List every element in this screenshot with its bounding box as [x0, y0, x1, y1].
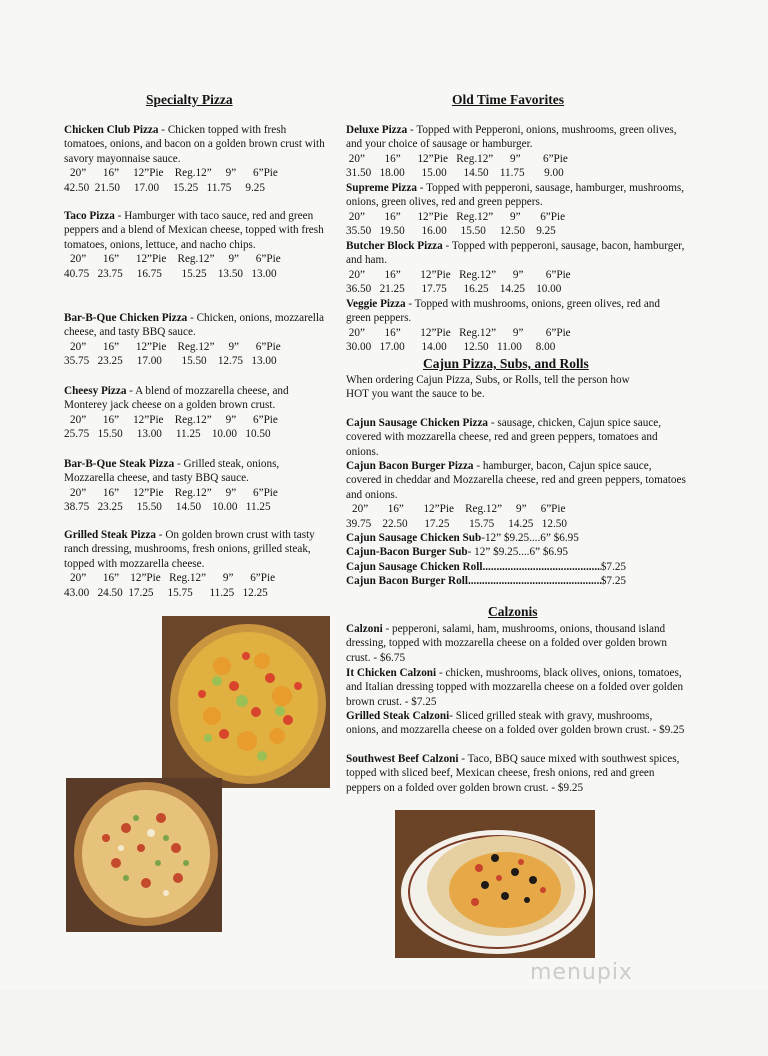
roll-price: $7.25 [600, 575, 626, 588]
size-row: 20” 16” 12”Pie Reg.12” 9” 6”Pie [70, 340, 281, 353]
item-name: Chicken Club Pizza [64, 124, 159, 136]
item-name: Calzoni [346, 623, 383, 635]
price-row: 25.75 15.50 13.00 11.25 10.00 10.50 [64, 428, 271, 441]
item-name: Grilled Steak Calzoni [346, 710, 450, 722]
size-row: 20” 16” 12”Pie Reg.12” 9” 6”Pie [346, 268, 571, 281]
size-row: 20” 16” 12”Pie Reg.12” 9” 6”Pie [70, 253, 281, 266]
item-desc: hamburger, bacon, Cajun spice sauce, covered in cheddar and Mozzarella cheese, red and green peppers, tomatoes and onions. [346, 460, 686, 501]
item-name: Taco Pizza [64, 210, 115, 222]
item-name: Cajun Sausage Chicken Pizza [346, 417, 489, 429]
size-row: 20” 16” 12”Pie Reg.12” 9” 6”Pie [352, 503, 566, 516]
item-name: Bar-B-Que Chicken Pizza [64, 312, 188, 324]
menu-item: Chicken Club Pizza - Chicken topped with fresh tomatoes, onions, and bacon on a golden brown crust with savory mayonnaise sauce. 20” 16” 12”Pie Reg.12” 9” 6”Pie 42.50 21.50 17.00 15.25 11.75 9.25 [64, 124, 325, 194]
calzonis-title: Calzonis [488, 604, 538, 619]
size-row: 20” 16” 12”Pie Reg.12” 9” 6”Pie [70, 486, 278, 499]
cajun-note: When ordering Cajun Pizza, Subs, or Rolls, tell the person how HOT you want the sauce to be. [346, 374, 630, 401]
size-row: 20” 16” 12”Pie Reg.12” 9” 6”Pie [70, 572, 276, 585]
item-desc: Chicken, onions, mozzarella cheese, and tasty BBQ sauce. [64, 312, 324, 339]
item-desc: Sliced grilled steak with gravy, mushrooms, onions, and mozzarella cheese on a folded over golden brown crust. - $9.25 [346, 710, 685, 737]
watermark: menupix [530, 960, 633, 985]
item-desc: pepperoni, salami, ham, mushrooms, onions, thousand island dressing, topped with mozzarella cheese on a folded over golden brown crust. - $6.75 [346, 623, 667, 664]
deluxe-pizza-photo [66, 778, 222, 932]
menu-item: Butcher Block Pizza - Topped with pepperoni, sausage, bacon, hamburger, and ham. 20” 16” 12”Pie Reg.12” 9” 6”Pie 36.50 21.25 17.75 16.25 14.25 10.00 [346, 240, 685, 296]
roll-name: Cajun Sausage Chicken Roll [346, 560, 483, 573]
calzone-item: It Chicken Calzoni - chicken, mushrooms, black olives, onions, tomatoes, and Italian dressing topped with mozzarella cheese on a folded over golden brown crust. - $7.25 [346, 667, 684, 708]
roll-name: Cajun Bacon Burger Roll [346, 575, 468, 588]
subs-list [346, 531, 626, 589]
item-desc: On golden brown crust with tasty ranch dressing, mushrooms, fresh onions, grilled steak, topped with mozzarella cheese. [64, 529, 315, 570]
menu-item: Bar-B-Que Steak Pizza - Grilled steak, onions, Mozzarella cheese, and tasty BBQ sauce. 20” 16” 12”Pie Reg.12” 9” 6”Pie 38.75 23.25 15.50 14.50 10.00 11.25 [64, 457, 326, 515]
taco-pizza-photo [162, 616, 330, 788]
specialty-pizza-title: Specialty Pizza [146, 92, 233, 107]
item-desc: Grilled steak, onions, Mozzarella cheese, and tasty BBQ sauce. [64, 458, 280, 485]
price-row: 40.75 23.75 16.75 15.25 13.50 13.00 [64, 267, 277, 280]
price-row: 35.50 19.50 16.00 15.50 12.50 9.25 [346, 225, 556, 238]
item-name: It Chicken Calzoni [346, 667, 437, 679]
price-row: 39.75 22.50 17.25 15.75 14.25 12.50 [346, 517, 567, 530]
menu-item: Deluxe Pizza - Topped with Pepperoni, onions, mushrooms, green olives, and your choice of sausage or hamburger. 20” 16” 12”Pie Reg.12” 9” 6”Pie 31.50 18.00 15.00 14.50 11.75 9.00 [346, 123, 686, 181]
item-name: Butcher Block Pizza [346, 240, 443, 252]
item-desc: sausage, chicken, Cajun spice sauce, covered with mozzarella cheese, red and green peppers, tomatoes and onions. [346, 417, 662, 458]
item-desc: Hamburger with taco sauce, red and green peppers and a blend of Mexican cheese, topped with fresh tomatoes, onions, lettuce, and nacho chips. [64, 210, 324, 251]
menu-item: Grilled Steak Pizza - On golden brown crust with tasty ranch dressing, mushrooms, fresh onions, grilled steak, topped with mozzarella cheese. 20” 16” 12”Pie Reg.12” 9” 6”Pie 43.00 24.50 17.25 15.75 11.25 12.25 [64, 528, 326, 600]
item-desc: Topped with pepperoni, sausage, bacon, hamburger, and ham. [346, 240, 685, 267]
item-name: Southwest Beef Calzoni [346, 753, 459, 765]
sub-item [346, 545, 626, 559]
page-footer-band [0, 990, 768, 1056]
menu-item: Cajun Sausage Chicken Pizza - sausage, chicken, Cajun spice sauce, covered with mozzarella cheese, red and green peppers, tomatoes and onions. [346, 417, 662, 458]
price-row: 35.75 23.25 17.00 15.50 12.75 13.00 [64, 355, 277, 368]
sub-name: Cajun Sausage Chicken Sub [346, 532, 482, 544]
price-row: 31.50 18.00 15.00 14.50 11.75 9.00 [346, 167, 564, 180]
sub-price: - 12” $9.25....6” $6.95 [467, 546, 569, 559]
sub-item [346, 531, 626, 545]
menu-item: Supreme Pizza - Topped with pepperoni, sausage, hamburger, mushrooms, onions, green olives, red and green peppers. 20” 16” 12”Pie Reg.12” 9” 6”Pie 35.50 19.50 16.00 15.50 12.50 9.25 [346, 182, 685, 238]
cajun-section-title: Cajun Pizza, Subs, and Rolls [423, 356, 589, 371]
price-row: 42.50 21.50 17.00 15.25 11.75 9.25 [64, 181, 265, 194]
item-name: Supreme Pizza [346, 182, 417, 194]
calzone-item: Grilled Steak Calzoni- Sliced grilled steak with gravy, mushrooms, onions, and mozzarella cheese on a folded over golden brown crust. - $9.25 [346, 710, 685, 737]
calzone-item: Southwest Beef Calzoni - Taco, BBQ sauce mixed with southwest spices, topped with sliced beef, Mexican cheese, fresh onions, red and green peppers on a folded over golden brown crust. - $9.25 [346, 753, 680, 794]
menu-item: Taco Pizza - Hamburger with taco sauce, red and green peppers and a blend of Mexican cheese, topped with fresh tomatoes, onions, lettuce, and nacho chips. 20” 16” 12”Pie Reg.12” 9” 6”Pie 40.75 23.75 16.75 15.25 13.50 13.00 [64, 209, 326, 281]
item-desc: Chicken topped with fresh tomatoes, onions, and bacon on a golden brown crust with savory mayonnaise sauce. [64, 124, 325, 165]
item-name: Bar-B-Que Steak Pizza [64, 458, 175, 470]
calzone-photo [395, 810, 595, 958]
sub-price: -12” $9.25....6” $6.95 [481, 532, 579, 544]
menu-item: Cajun Bacon Burger Pizza - hamburger, bacon, Cajun spice sauce, covered in cheddar and Mozzarella cheese, red and green peppers, tomatoes and onions. 20” 16” 12”Pie Reg.12” 9” 6”Pie 39.75 22.50 17.25 15.75 14.25 12.50 [346, 460, 686, 530]
roll-item [346, 574, 626, 588]
item-name: Cheesy Pizza [64, 385, 127, 397]
item-name: Grilled Steak Pizza [64, 529, 156, 541]
item-desc: Topped with Pepperoni, onions, mushrooms, green olives, and your choice of sausage or hamburger. [346, 124, 677, 151]
size-row: 20” 16” 12”Pie Reg.12” 9” 6”Pie [346, 152, 568, 165]
price-row: 36.50 21.25 17.75 16.25 14.25 10.00 [346, 283, 562, 296]
size-row: 20” 16” 12”Pie Reg.12” 9” 6”Pie [346, 210, 566, 223]
item-desc: A blend of mozzarella cheese, and Monterey jack cheese on a golden brown crust. [64, 385, 289, 412]
roll-item [346, 560, 626, 574]
menu-item: Bar-B-Que Chicken Pizza - Chicken, onions, mozzarella cheese, and tasty BBQ sauce. 20” 16” 12”Pie Reg.12” 9” 6”Pie 35.75 23.25 17.00 15.50 12.75 13.00 [64, 311, 326, 369]
old-time-favorites-title: Old Time Favorites [452, 92, 564, 107]
size-row: 20” 16” 12”Pie Reg.12” 9” 6”Pie [70, 413, 278, 426]
item-name: Deluxe Pizza [346, 124, 408, 136]
sub-name: Cajun-Bacon Burger Sub [346, 546, 468, 559]
calzone-item: Calzoni - pepperoni, salami, ham, mushrooms, onions, thousand island dressing, topped with mozzarella cheese on a folded over golden brown crust. - $6.75 [346, 623, 667, 664]
size-row: 20” 16” 12”Pie Reg.12” 9” 6”Pie [346, 326, 571, 339]
menu-item: Cheesy Pizza - A blend of mozzarella cheese, and Monterey jack cheese on a golden brown crust. 20” 16” 12”Pie Reg.12” 9” 6”Pie 25.75 15.50 13.00 11.25 10.00 10.50 [64, 384, 326, 442]
roll-price: $7.25 [600, 560, 626, 573]
menu-item: Veggie Pizza - Topped with mushrooms, onions, green olives, red and green peppers. 20” 16” 12”Pie Reg.12” 9” 6”Pie 30.00 17.00 14.00 12.50 11.00 8.00 [346, 297, 686, 355]
price-row: 43.00 24.50 17.25 15.75 11.25 12.25 [64, 586, 268, 599]
price-row: 38.75 23.25 15.50 14.50 10.00 11.25 [64, 501, 271, 514]
item-desc: Topped with mushrooms, onions, green olives, red and green peppers. [346, 298, 660, 325]
item-desc: Topped with pepperoni, sausage, hamburger, mushrooms, onions, green olives, red and green peppers. [346, 182, 685, 209]
item-desc: chicken, mushrooms, black olives, onions, tomatoes, and Italian dressing topped with mozzarella cheese on a folded over golden brown crust. - $7.25 [346, 667, 684, 708]
size-row: 20” 16” 12”Pie Reg.12” 9” 6”Pie [70, 167, 278, 180]
item-name: Veggie Pizza [346, 298, 406, 310]
price-row: 30.00 17.00 14.00 12.50 11.00 8.00 [346, 341, 556, 354]
item-desc: Taco, BBQ sauce mixed with southwest spices, topped with sliced beef, Mexican cheese, fresh onions, red and green peppers on a folded over golden brown crust. - $9.25 [346, 753, 680, 794]
item-name: Cajun Bacon Burger Pizza [346, 460, 474, 472]
